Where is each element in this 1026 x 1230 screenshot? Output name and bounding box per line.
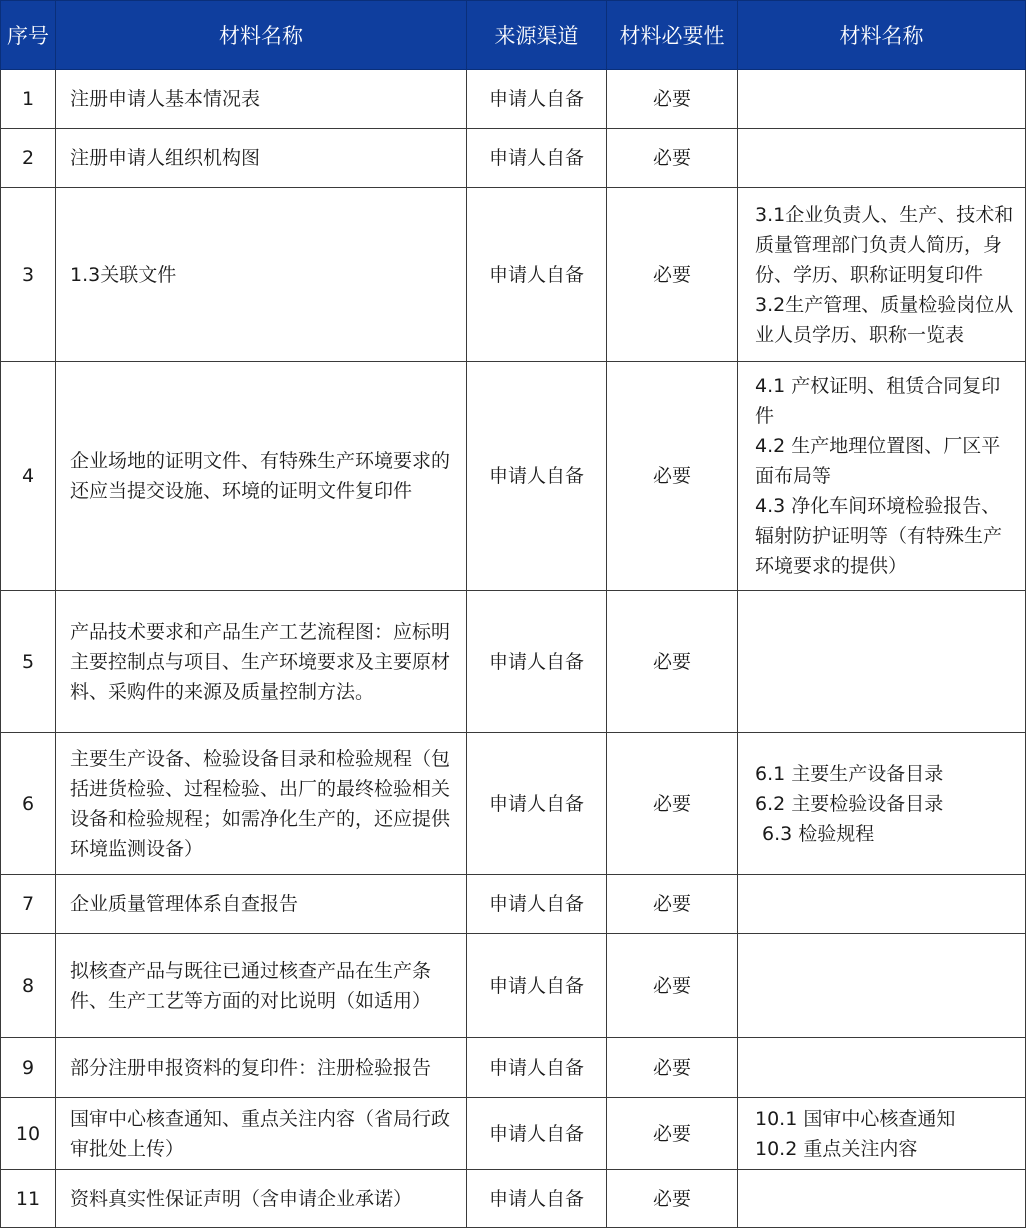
row-notes — [738, 188, 1026, 362]
row-material-name: 注册申请人基本情况表 — [56, 70, 467, 129]
row-source: 申请人自备 — [467, 934, 607, 1038]
row-required: 必要 — [607, 362, 738, 591]
row-material-name: 资料真实性保证声明（含申请企业承诺） — [56, 1170, 467, 1228]
row-required: 必要 — [607, 1038, 738, 1098]
row-seq: 9 — [1, 1038, 56, 1098]
table-row — [1, 129, 1026, 188]
row-seq: 10 — [1, 1098, 56, 1170]
header-notes: 材料名称 — [738, 1, 1026, 70]
table-row — [1, 1038, 1026, 1098]
row-source: 申请人自备 — [467, 733, 607, 875]
table-header — [1, 1, 1026, 70]
row-source: 申请人自备 — [467, 129, 607, 188]
row-source: 申请人自备 — [467, 875, 607, 934]
row-required: 必要 — [607, 70, 738, 129]
row-source: 申请人自备 — [467, 188, 607, 362]
note-item: 3.2生产管理、质量检验岗位从业人员学历、职称一览表 — [755, 293, 1014, 346]
row-notes — [738, 362, 1026, 591]
table-row — [1, 875, 1026, 934]
row-source: 申请人自备 — [467, 1170, 607, 1228]
row-notes — [738, 70, 1026, 129]
row-notes — [738, 129, 1026, 188]
note-item: 4.3 净化车间环境检验报告、辐射防护证明等（有特殊生产环境要求的提供） — [755, 495, 1003, 577]
row-required: 必要 — [607, 733, 738, 875]
row-notes — [738, 1038, 1026, 1098]
row-seq: 11 — [1, 1170, 56, 1228]
row-seq: 5 — [1, 591, 56, 733]
note-item: 3.1企业负责人、生产、技术和质量管理部门负责人简历，身份、学历、职称证明复印件 — [755, 203, 1014, 286]
row-seq: 8 — [1, 934, 56, 1038]
row-source: 申请人自备 — [467, 1098, 607, 1170]
row-notes — [738, 934, 1026, 1038]
header-seq: 序号 — [1, 1, 56, 70]
row-notes — [738, 875, 1026, 934]
row-material-name: 企业质量管理体系自查报告 — [56, 875, 467, 934]
row-material-name: 1.3关联文件 — [56, 188, 467, 362]
row-notes — [738, 733, 1026, 875]
row-notes — [738, 1170, 1026, 1228]
table-row — [1, 934, 1026, 1038]
row-material-name: 注册申请人组织机构图 — [56, 129, 467, 188]
header-required: 材料必要性 — [607, 1, 738, 70]
row-required: 必要 — [607, 1098, 738, 1170]
table-row — [1, 188, 1026, 362]
row-material-name: 产品技术要求和产品生产工艺流程图：应标明主要控制点与项目、生产环境要求及主要原材料、采购件的来源及质量控制方法。 — [56, 591, 467, 733]
row-material-name: 拟核查产品与既往已通过核查产品在生产条件、生产工艺等方面的对比说明（如适用） — [56, 934, 467, 1038]
table-row — [1, 362, 1026, 591]
row-seq: 3 — [1, 188, 56, 362]
row-material-name: 部分注册申报资料的复印件：注册检验报告 — [56, 1038, 467, 1098]
row-seq: 4 — [1, 362, 56, 591]
row-source: 申请人自备 — [467, 362, 607, 591]
row-material-name: 主要生产设备、检验设备目录和检验规程（包括进货检验、过程检验、出厂的最终检验相关设备和检验规程；如需净化生产的，还应提供环境监测设备） — [56, 733, 467, 875]
header-row — [1, 1, 1026, 70]
row-required: 必要 — [607, 188, 738, 362]
table-row — [1, 70, 1026, 129]
row-required: 必要 — [607, 1170, 738, 1228]
note-item: 6.2 主要检验设备目录 — [755, 792, 944, 815]
row-material-name: 国审中心核查通知、重点关注内容（省局行政审批处上传） — [56, 1098, 467, 1170]
header-material-name: 材料名称 — [56, 1, 467, 70]
note-item: 10.1 国审中心核查通知 — [755, 1107, 956, 1130]
row-seq: 7 — [1, 875, 56, 934]
row-notes — [738, 1098, 1026, 1170]
row-required: 必要 — [607, 875, 738, 934]
row-seq: 2 — [1, 129, 56, 188]
row-seq: 6 — [1, 733, 56, 875]
note-item: 4.1 产权证明、租赁合同复印件 — [755, 375, 1001, 427]
table-row — [1, 733, 1026, 875]
note-item: 6.1 主要生产设备目录 — [755, 762, 944, 785]
row-source: 申请人自备 — [467, 1038, 607, 1098]
row-required: 必要 — [607, 591, 738, 733]
row-notes — [738, 591, 1026, 733]
note-item: 6.3 检验规程 — [762, 822, 875, 845]
row-seq: 1 — [1, 70, 56, 129]
row-source: 申请人自备 — [467, 70, 607, 129]
note-item: 10.2 重点关注内容 — [755, 1137, 918, 1160]
table-row — [1, 1170, 1026, 1228]
table-body — [1, 70, 1026, 1228]
row-material-name: 企业场地的证明文件、有特殊生产环境要求的还应当提交设施、环境的证明文件复印件 — [56, 362, 467, 591]
note-item: 4.2 生产地理位置图、厂区平面布局等 — [755, 435, 1001, 487]
table-row — [1, 591, 1026, 733]
row-required: 必要 — [607, 934, 738, 1038]
row-required: 必要 — [607, 129, 738, 188]
table-row — [1, 1098, 1026, 1170]
header-source: 来源渠道 — [467, 1, 607, 70]
row-source: 申请人自备 — [467, 591, 607, 733]
